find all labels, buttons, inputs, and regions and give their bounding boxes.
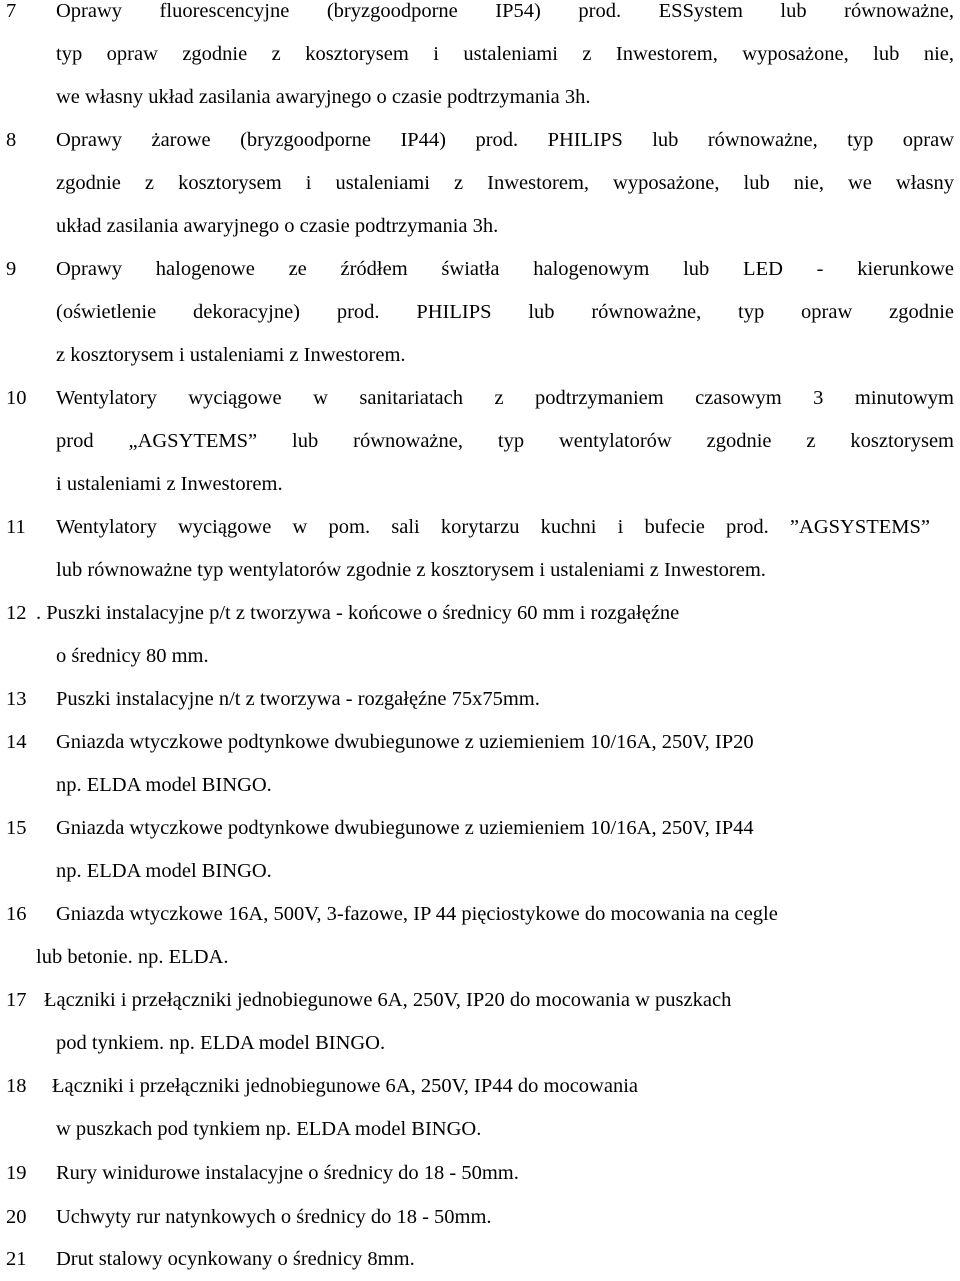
item-text-line: Oprawy halogenowe ze źródłem światła halogenowym lub LED - kierunkowe xyxy=(56,258,954,280)
item-number: 9 xyxy=(6,258,17,280)
item-text-line: układ zasilania awaryjnego o czasie podtrzymania 3h. xyxy=(56,215,499,237)
item-number: 8 xyxy=(6,129,17,151)
item-text-line: Wentylatory wyciągowe w pom. sali korytarzu kuchni i bufecie prod. ”AGSYSTEMS” xyxy=(56,516,930,538)
item-text-line: Oprawy fluorescencyjne (bryzgoodporne IP54) prod. ESSystem lub równoważne, xyxy=(56,0,954,22)
item-number: 7 xyxy=(6,0,17,22)
item-number: 12 xyxy=(6,602,27,624)
item-number: 14 xyxy=(6,731,27,753)
item-text-line: np. ELDA model BINGO. xyxy=(56,774,272,796)
item-text-line: np. ELDA model BINGO. xyxy=(56,860,272,882)
item-text-line: Łączniki i przełączniki jednobiegunowe 6A, 250V, IP44 do mocowania xyxy=(52,1075,638,1097)
item-text-line: . Puszki instalacyjne p/t z tworzywa - końcowe o średnicy 60 mm i rozgałęźne xyxy=(36,602,680,624)
item-text-line: zgodnie z kosztorysem i ustaleniami z Inwestorem, wyposażone, lub nie, we własny xyxy=(56,172,954,194)
item-text-line: lub betonie. np. ELDA. xyxy=(36,946,229,968)
item-number: 17 xyxy=(6,989,27,1011)
item-text-line: we własny układ zasilania awaryjnego o czasie podtrzymania 3h. xyxy=(56,86,591,108)
item-text-line: z kosztorysem i ustaleniami z Inwestorem. xyxy=(56,344,406,366)
item-text-line: Rury winidurowe instalacyjne o średnicy do 18 - 50mm. xyxy=(56,1162,519,1184)
item-text-line: Gniazda wtyczkowe 16A, 500V, 3-fazowe, IP 44 pięciostykowe do mocowania na cegle xyxy=(56,903,778,925)
item-text-line: Oprawy żarowe (bryzgoodporne IP44) prod. PHILIPS lub równoważne, typ opraw xyxy=(56,129,954,151)
item-number: 11 xyxy=(6,516,26,538)
item-text-line: o średnicy 80 mm. xyxy=(56,645,209,667)
item-text-line: Puszki instalacyjne n/t z tworzywa - rozgałęźne 75x75mm. xyxy=(56,688,540,710)
item-text-line: prod „AGSYTEMS” lub równoważne, typ wentylatorów zgodnie z kosztorysem xyxy=(56,430,954,452)
item-text-line: i ustaleniami z Inwestorem. xyxy=(56,473,283,495)
item-number: 15 xyxy=(6,817,27,839)
item-number: 19 xyxy=(6,1162,27,1184)
item-text-line: Łączniki i przełączniki jednobiegunowe 6A, 250V, IP20 do mocowania w puszkach xyxy=(44,989,732,1011)
item-text-line: lub równoważne typ wentylatorów zgodnie z kosztorysem i ustaleniami z Inwestorem. xyxy=(56,559,766,581)
item-number: 21 xyxy=(6,1248,27,1270)
item-text-line: w puszkach pod tynkiem np. ELDA model BINGO. xyxy=(56,1118,482,1140)
item-text-line: Drut stalowy ocynkowany o średnicy 8mm. xyxy=(56,1248,415,1270)
item-number: 13 xyxy=(6,688,27,710)
item-text-line: pod tynkiem. np. ELDA model BINGO. xyxy=(56,1032,386,1054)
item-number: 18 xyxy=(6,1075,27,1097)
item-text-line: typ opraw zgodnie z kosztorysem i ustaleniami z Inwestorem, wyposażone, lub nie, xyxy=(56,43,954,65)
item-text-line: Uchwyty rur natynkowych o średnicy do 18 - 50mm. xyxy=(56,1206,492,1228)
item-text-line: Wentylatory wyciągowe w sanitariatach z podtrzymaniem czasowym 3 minutowym xyxy=(56,387,954,409)
item-text-line: Gniazda wtyczkowe podtynkowe dwubiegunowe z uziemieniem 10/16A, 250V, IP20 xyxy=(56,731,754,753)
item-number: 16 xyxy=(6,903,27,925)
item-number: 10 xyxy=(6,387,27,409)
item-text-line: (oświetlenie dekoracyjne) prod. PHILIPS lub równoważne, typ opraw zgodnie xyxy=(56,301,954,323)
item-text-line: Gniazda wtyczkowe podtynkowe dwubiegunowe z uziemieniem 10/16A, 250V, IP44 xyxy=(56,817,754,839)
item-number: 20 xyxy=(6,1206,27,1228)
